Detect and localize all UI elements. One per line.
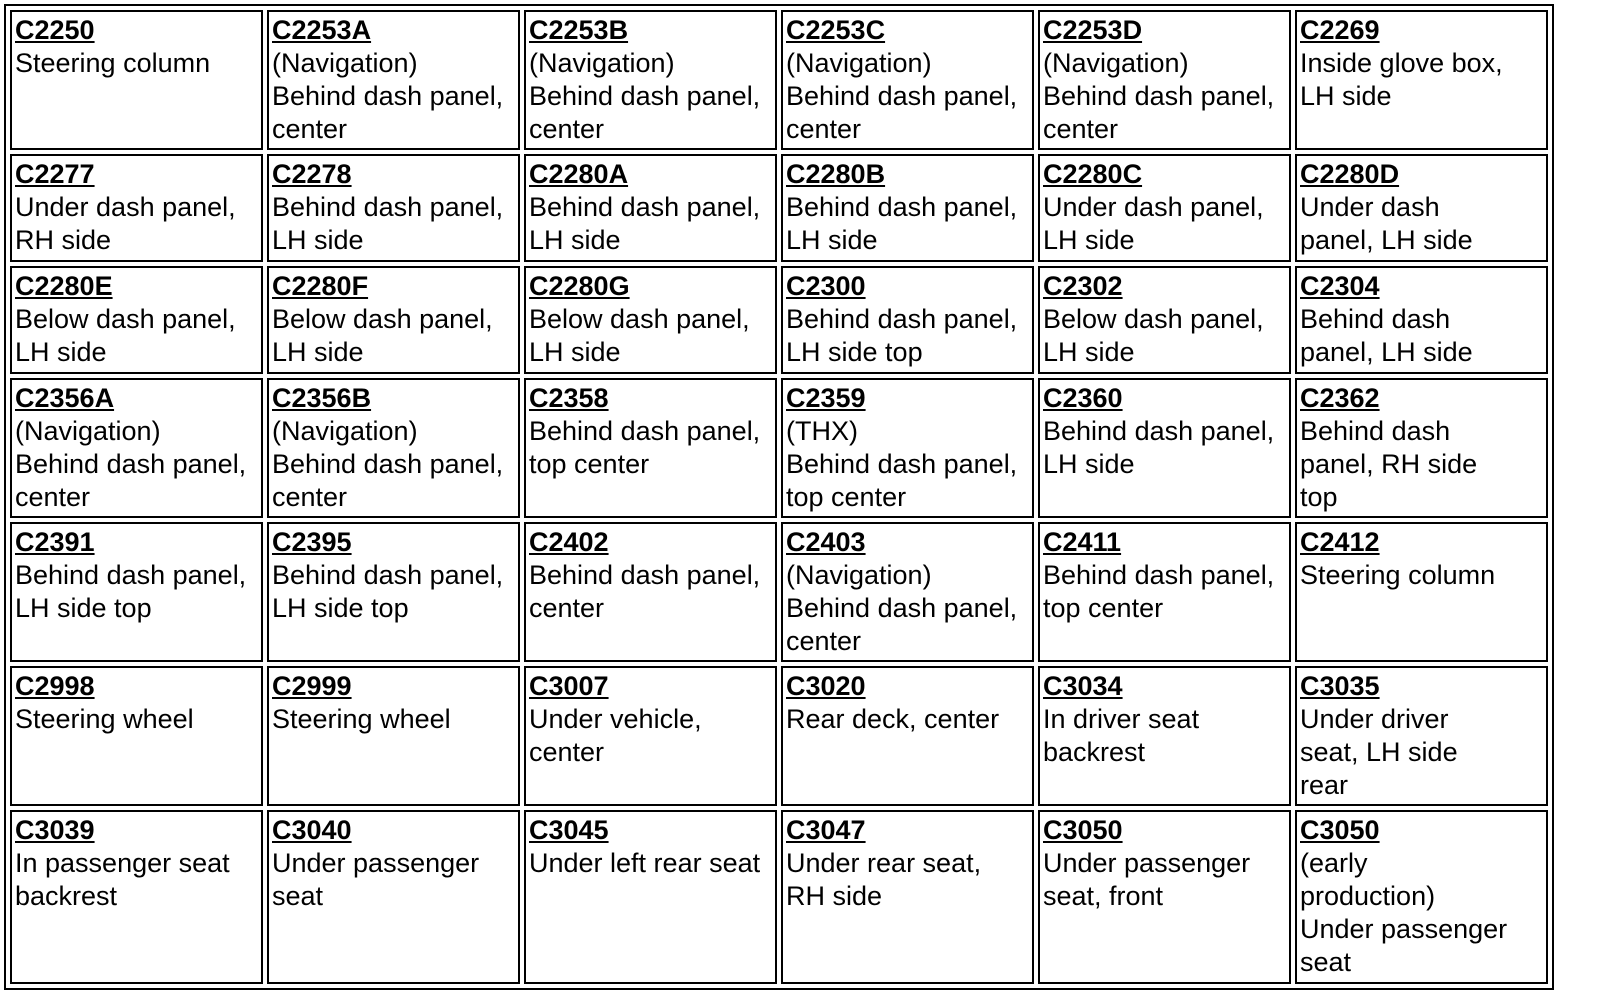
connector-location: Behind dash panel, LH side top bbox=[786, 304, 1018, 367]
connector-link[interactable]: C3040 bbox=[272, 815, 352, 845]
table-row bbox=[10, 810, 1548, 984]
connector-link[interactable]: C2280D bbox=[1300, 159, 1400, 189]
connector-location: (Navigation) Behind dash panel, center bbox=[272, 416, 504, 512]
connector-location: Behind dash panel, LH side top bbox=[272, 560, 504, 623]
connector-link[interactable]: C2280B bbox=[786, 159, 886, 189]
table-cell bbox=[781, 266, 1034, 374]
connector-location: Under dash panel, RH side bbox=[15, 192, 236, 255]
connector-link[interactable]: C2277 bbox=[15, 159, 95, 189]
connector-link[interactable]: C2280A bbox=[529, 159, 629, 189]
connector-location: Under rear seat, RH side bbox=[786, 848, 982, 911]
connector-location: Behind dash panel, top center bbox=[1043, 560, 1275, 623]
connector-link[interactable]: C2362 bbox=[1300, 383, 1380, 413]
table-cell bbox=[1295, 266, 1548, 374]
connector-link[interactable]: C3007 bbox=[529, 671, 609, 701]
connector-link[interactable]: C2250 bbox=[15, 15, 95, 45]
connector-link[interactable]: C2280C bbox=[1043, 159, 1143, 189]
connector-location: Steering wheel bbox=[272, 704, 451, 734]
table-cell bbox=[1295, 10, 1548, 150]
connector-location: Under driver seat, LH side rear bbox=[1300, 704, 1458, 800]
table-cell bbox=[781, 154, 1034, 262]
connector-link[interactable]: C3050 bbox=[1300, 815, 1380, 845]
table-cell bbox=[781, 10, 1034, 150]
table-cell bbox=[10, 266, 263, 374]
connector-link[interactable]: C3035 bbox=[1300, 671, 1380, 701]
connector-link[interactable]: C3034 bbox=[1043, 671, 1123, 701]
connector-link[interactable]: C2999 bbox=[272, 671, 352, 701]
connector-link[interactable]: C2280G bbox=[529, 271, 630, 301]
table-cell bbox=[1038, 10, 1291, 150]
connector-location: Behind dash panel, RH side top bbox=[1300, 416, 1478, 512]
connector-link[interactable]: C3047 bbox=[786, 815, 866, 845]
connector-link[interactable]: C2360 bbox=[1043, 383, 1123, 413]
connector-location: (Navigation) Behind dash panel, center bbox=[1043, 48, 1275, 144]
connector-location: Behind dash panel, LH side bbox=[1300, 304, 1473, 367]
table-row bbox=[10, 378, 1548, 518]
table-cell bbox=[267, 378, 520, 518]
table-cell bbox=[267, 810, 520, 984]
connector-location: Under dash panel, LH side bbox=[1043, 192, 1264, 255]
table-cell bbox=[10, 378, 263, 518]
table-cell bbox=[1295, 666, 1548, 806]
connector-link[interactable]: C2253A bbox=[272, 15, 372, 45]
connector-location: Steering column bbox=[1300, 560, 1496, 590]
table-cell bbox=[10, 154, 263, 262]
connector-location: (THX) Behind dash panel, top center bbox=[786, 416, 1018, 512]
table-row bbox=[10, 154, 1548, 262]
connector-link[interactable]: C3045 bbox=[529, 815, 609, 845]
table-cell bbox=[781, 378, 1034, 518]
connector-location: (Navigation) Behind dash panel, center bbox=[272, 48, 504, 144]
connector-location: Behind dash panel, LH side bbox=[786, 192, 1018, 255]
connector-link[interactable]: C2280F bbox=[272, 271, 369, 301]
connector-location: Steering wheel bbox=[15, 704, 194, 734]
table-cell bbox=[1038, 810, 1291, 984]
connector-link[interactable]: C2356B bbox=[272, 383, 372, 413]
connector-link[interactable]: C2412 bbox=[1300, 527, 1380, 557]
connector-link[interactable]: C2300 bbox=[786, 271, 866, 301]
connector-location: (Navigation) Behind dash panel, center bbox=[529, 48, 761, 144]
connector-link[interactable]: C2411 bbox=[1043, 527, 1122, 557]
connector-location: Steering column bbox=[15, 48, 211, 78]
connector-link[interactable]: C2391 bbox=[15, 527, 95, 557]
table-cell bbox=[267, 522, 520, 662]
table-cell bbox=[524, 810, 777, 984]
connector-location: Inside glove box, LH side bbox=[1300, 48, 1503, 111]
connector-link[interactable]: C3020 bbox=[786, 671, 866, 701]
table-row bbox=[10, 10, 1548, 150]
connector-location: Below dash panel, LH side bbox=[15, 304, 236, 367]
table-cell bbox=[524, 154, 777, 262]
connector-link[interactable]: C2253B bbox=[529, 15, 629, 45]
connector-location: Behind dash panel, LH side top bbox=[15, 560, 247, 623]
table-cell bbox=[10, 666, 263, 806]
connector-link[interactable]: C2403 bbox=[786, 527, 866, 557]
table-cell bbox=[1038, 266, 1291, 374]
connector-location-table bbox=[4, 4, 1554, 990]
connector-location: Rear deck, center bbox=[786, 704, 1000, 734]
connector-location: (Navigation) Behind dash panel, center bbox=[15, 416, 247, 512]
connector-location: Below dash panel, LH side bbox=[1043, 304, 1264, 367]
connector-location: In passenger seat backrest bbox=[15, 848, 230, 911]
table-cell bbox=[1038, 154, 1291, 262]
table-cell bbox=[524, 378, 777, 518]
connector-location: Behind dash panel, top center bbox=[529, 416, 761, 479]
connector-link[interactable]: C2395 bbox=[272, 527, 352, 557]
table-cell bbox=[267, 266, 520, 374]
table-cell bbox=[10, 10, 263, 150]
table-cell bbox=[267, 666, 520, 806]
connector-location: Under vehicle, center bbox=[529, 704, 702, 767]
connector-link[interactable]: C2358 bbox=[529, 383, 609, 413]
connector-link[interactable]: C3039 bbox=[15, 815, 95, 845]
connector-location: (early production) Under passenger seat bbox=[1300, 848, 1508, 977]
connector-location: Under passenger seat, front bbox=[1043, 848, 1251, 911]
connector-location: Below dash panel, LH side bbox=[272, 304, 493, 367]
connector-location: Below dash panel, LH side bbox=[529, 304, 750, 367]
table-cell bbox=[1038, 522, 1291, 662]
table-cell bbox=[267, 154, 520, 262]
table-cell bbox=[781, 522, 1034, 662]
connector-link[interactable]: C2356A bbox=[15, 383, 115, 413]
table-cell bbox=[1295, 154, 1548, 262]
connector-link[interactable]: C2402 bbox=[529, 527, 609, 557]
connector-location: Behind dash panel, LH side bbox=[1043, 416, 1275, 479]
table-cell bbox=[1295, 522, 1548, 662]
table-cell bbox=[1038, 378, 1291, 518]
table-cell bbox=[524, 266, 777, 374]
table-cell bbox=[781, 666, 1034, 806]
connector-location: Under dash panel, LH side bbox=[1300, 192, 1473, 255]
connector-location: In driver seat backrest bbox=[1043, 704, 1200, 767]
connector-location: Behind dash panel, LH side bbox=[529, 192, 761, 255]
table-cell bbox=[524, 666, 777, 806]
table-cell bbox=[1038, 666, 1291, 806]
table-cell bbox=[10, 810, 263, 984]
connector-location: Behind dash panel, LH side bbox=[272, 192, 504, 255]
connector-location: Under left rear seat bbox=[529, 848, 761, 878]
connector-link[interactable]: C2359 bbox=[786, 383, 866, 413]
connector-link[interactable]: C3050 bbox=[1043, 815, 1123, 845]
table-cell bbox=[1295, 810, 1548, 984]
connector-link[interactable]: C2304 bbox=[1300, 271, 1380, 301]
table-cell bbox=[781, 810, 1034, 984]
connector-location: (Navigation) Behind dash panel, center bbox=[786, 48, 1018, 144]
table-cell bbox=[524, 522, 777, 662]
connector-location: (Navigation) Behind dash panel, center bbox=[786, 560, 1018, 656]
table-row bbox=[10, 266, 1548, 374]
connector-link[interactable]: C2302 bbox=[1043, 271, 1123, 301]
connector-link[interactable]: C2278 bbox=[272, 159, 352, 189]
table-row bbox=[10, 522, 1548, 662]
connector-link[interactable]: C2253D bbox=[1043, 15, 1143, 45]
connector-link[interactable]: C2998 bbox=[15, 671, 95, 701]
connector-link[interactable]: C2269 bbox=[1300, 15, 1380, 45]
connector-link[interactable]: C2280E bbox=[15, 271, 113, 301]
table-cell bbox=[524, 10, 777, 150]
table-cell bbox=[10, 522, 263, 662]
table-cell bbox=[267, 10, 520, 150]
connector-link[interactable]: C2253C bbox=[786, 15, 886, 45]
connector-location: Under passenger seat bbox=[272, 848, 480, 911]
connector-location: Behind dash panel, center bbox=[529, 560, 761, 623]
table-cell bbox=[1295, 378, 1548, 518]
table-row bbox=[10, 666, 1548, 806]
